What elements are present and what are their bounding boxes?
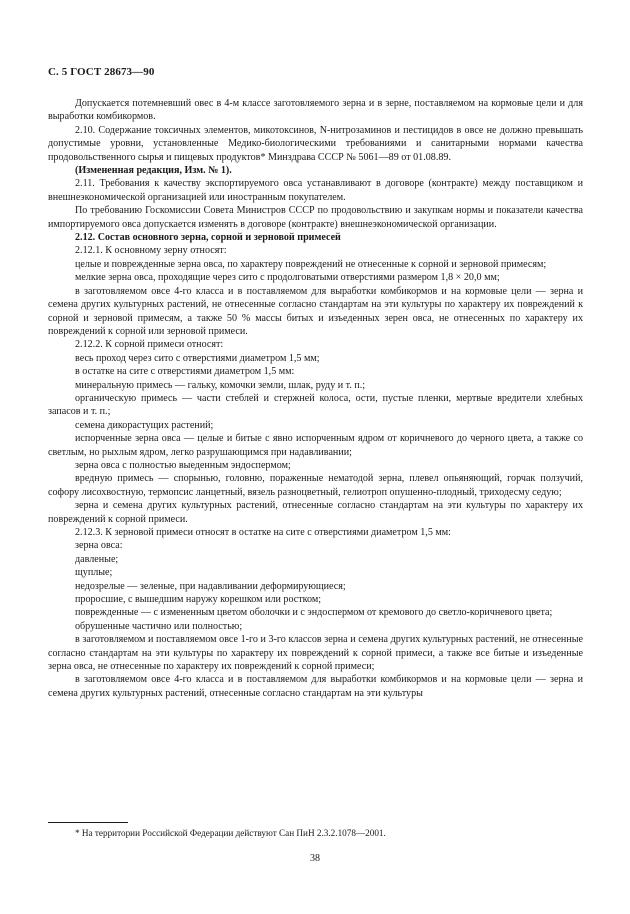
list-item: поврежденные — с измененным цветом оболочки и с эндоспермом от кремового до светло-коричневого цвета; — [75, 607, 553, 619]
section-2-12-3: 2.12.3. К зерновой примеси относят в остатке на сите с отверстиями диаметром 1,5 мм: — [75, 527, 451, 538]
page-number: 38 — [310, 853, 320, 864]
section-2-12-1: 2.12.1. К основному зерну относят: — [75, 245, 227, 257]
list-item: обрушенные частично или полностью; — [75, 620, 243, 632]
list-item: в заготовляемом овсе 4-го класса и в поставляемом для выработки комбикормов и на кормовые цели — зерна и семена других культурных растений, отнесенные согласно стандартам на эти культуры — [48, 674, 583, 699]
list-item: мелкие зерна овса, проходящие через сито с продолговатыми отверстиями размером 1,8 × 20,0 мм; — [75, 272, 500, 284]
list-item: проросшие, с вышедшим наружу корешком или ростком; — [75, 594, 322, 606]
list-item: зерна овса с полностью выеденным эндоспермом; — [75, 459, 291, 471]
list-item: весь проход через сито с отверстиями диаметром 1,5 мм; — [75, 352, 320, 364]
amendment-note: (Измененная редакция, Изм. № 1). — [75, 165, 232, 177]
list-item: недозрелые — зеленые, при надавливании деформирующиеся; — [75, 580, 346, 592]
list-item: зерна овса: — [75, 540, 123, 552]
paragraph: Допускается потемневший овес в 4-м классе заготовляемого зерна и в зерне, поставляемом на кормовые цели и для выработки комбикормов. — [48, 98, 583, 123]
list-item: в остатке на сите с отверстиями диаметром 1,5 мм: — [75, 366, 295, 378]
list-item: органическую примесь — части стеблей и стержней колоса, ости, пустые пленки, мертвые вредители хлебных запасов и т. п.; — [48, 392, 583, 418]
list-item: в заготовляемом овсе 4-го класса и в поставляемом для выработки комбикормов и на кормовые цели — зерна и семена других культурных растений, не отнесенные согласно стандартам на эти культуры по характеру их повреждений к сорной и зерновой примесям, а также 50 % массы битых и изъеденных зерен овса, не отнесенных по характеру их повреждений к сорной или зерновой примеси. — [48, 285, 583, 337]
paragraph: По требованию Госкомиссии Совета Министров СССР по продовольствию и закупкам нормы и показатели качества импортируемого овса допускается изменять в договоре (контракте) внешнеэкономической организации. — [48, 205, 583, 230]
section-2-11: 2.11. Требования к качеству экспортируемого овса устанавливают в договоре (контракте) между поставщиком и внешнеэкономической организацией или иностранным покупателем. — [48, 178, 583, 203]
body-text — [48, 97, 583, 700]
list-item: зерна и семена других культурных растений, отнесенные согласно стандартам на эти культуры по характеру их повреждений к сорной примеси. — [48, 500, 583, 525]
section-2-12-2: 2.12.2. К сорной примеси относят: — [75, 339, 224, 351]
list-item: семена дикорастущих растений; — [75, 419, 214, 431]
list-item: минеральную примесь — гальку, комочки земли, шлак, руду и т. п.; — [75, 379, 366, 391]
list-item: вредную примесь — спорынью, головню, пораженные нематодой зерна, плевел опьяняющий, горчак ползучий, софору лисохвостную, термопсис ланцетный, вязель разноцветный, гелиотроп опушенно-плодный, триходесму седую; — [48, 473, 583, 498]
list-item: целые и поврежденные зерна овса, по характеру повреждений не отнесенные к сорной и зерновой примесям; — [75, 258, 547, 270]
section-2-10: 2.10. Содержание токсичных элементов, микотоксинов, N-нитрозаминов и пестицидов в овсе не должно превышать допустимые уровни, установленные Медико-биологическими требованиями и санитарными нормами качества продовольственного сырья и пищевых продуктов* Минздрава СССР № 5061—89 от 01.08.89. — [48, 124, 583, 163]
list-item: щуплые; — [75, 567, 113, 579]
footnote-divider — [48, 822, 128, 823]
running-head: С. 5 ГОСТ 28673—90 — [48, 66, 155, 78]
footnote: * На территории Российской Федерации действуют Сан ПиН 2.3.2.1078—2001. — [75, 828, 386, 838]
list-item: в заготовляемом и поставляемом овсе 1-го и 3-го классов зерна и семена других культурных растений, не отнесенные согласно стандартам на эти культуры по характеру их повреждений к сорной примеси, а также все битые и изъеденные зерна овса, не отнесенные по характеру их повреждений к сорной примеси; — [48, 634, 583, 673]
section-2-12-heading: 2.12. Состав основного зерна, сорной и зерновой примесей — [75, 232, 341, 244]
list-item: давленые; — [75, 553, 119, 565]
list-item: испорченные зерна овса — целые и битые с явно испорченным ядром от коричневого до черного цвета, а также со светлым, но рыхлым ядром, легко разрушающимся при надавливании; — [48, 433, 583, 458]
